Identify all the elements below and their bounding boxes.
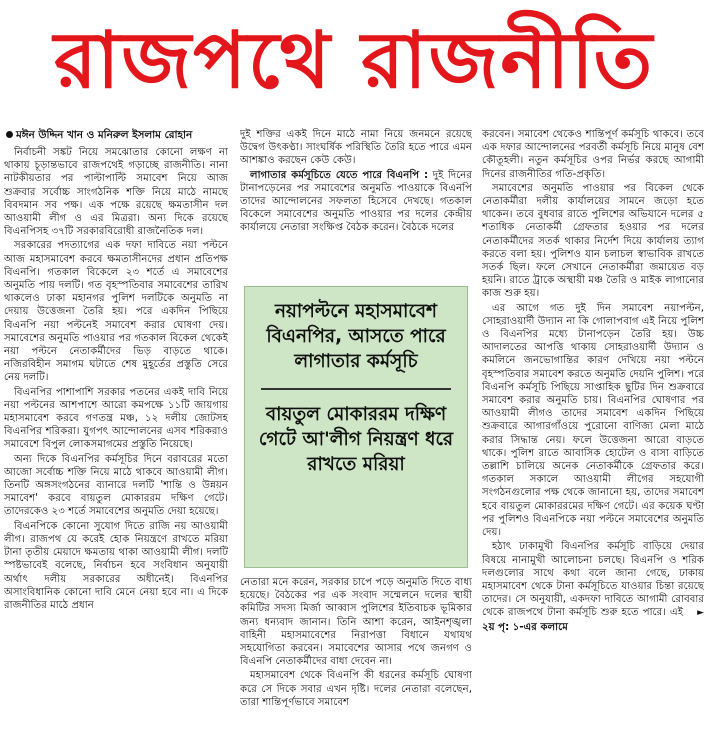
paragraph: এর আগে গত দুই দিন সমাবেশ নয়াপল্টন, সোহরাওয়ার্দী উদ্যান না কি গোলাপবাগ এই নিয়ে পুলিশ ও বিএনপির মধ্যে টানাপড়েন তৈরি হয়। উচ্চ আদালতের আপত্তি থাকায় সোহরাওয়ার্দী উদ্যান ও কমলিনে জনভোগান্তির কারণ দেখিয়ে নয়া পল্টনে বৃহস্পতিবার সমাবেশ করতে অনুমতি দেয়নি পুলিশ। পরে বিএনপি কর্মসূচি পিছিয়ে সাপ্তাহিক ছুটির দিন শুক্রবারে সমাবেশ করার অনুমতি চায়। বিএনপির ঘোষণার পর আওয়ামী লীগও তাদের সমাবেশ একদিন পিছিয়ে শুক্রবারে আগারগাঁওয়ে পুরোনো বাণিজ্য মেলা মাঠে করার সিদ্ধান্ত নেয়। ফলে উত্তেজনা আরো বাড়তে থাকে। পুলিশ রাতে আবাসিক হোটেল ও বাসা বাড়িতে তল্লাশি চালিয়ে অনেক নেতাকর্মীকে গ্রেফতার করে। গতকাল সকালে আওয়ামী লীগের সহযোগী সংগঠনগুলোর পক্ষ থেকে জানানো হয়, তাদের সমাবেশ হবে বায়তুল মোকাররমের দক্ষিণ গেটে। এর কয়েক ঘণ্টা পর পুলিশও বিএনপিকে নয়া পল্টনে সমাবেশের অনুমতি দেয়। — [482, 302, 704, 539]
paragraph: দুই শক্তির একই দিনে মাঠে নামা নিয়ে জনমনে রয়েছে উদ্বেগ উৎকণ্ঠা। সাংঘর্ষিক পরিস্থিতি তৈরি হতে পারে এমন আশঙ্কাও করছেন কেউ কেউ। — [240, 129, 472, 167]
pull-quote-awami-league: বায়তুল মোকাররম দক্ষিণ গেটে আ'লীগ নিয়ন্ত্রণ ধরে রাখতে মরিয়া — [258, 404, 454, 475]
byline: মঈন উদ্দিন খান ও মনিরুল ইসলাম রোহান — [4, 128, 228, 142]
arrow-right-icon: ► — [697, 608, 704, 619]
paragraph: সরকারের পদত্যাগের এক দফা দাবিতে নয়া পল্টনে আজ মহাসমাবেশ করবে ক্ষমতাসীনদের প্রধান প্রতিপক্ষ বিএনপি। গতকাল বিকেলে ২৩ শর্তে এ সমাবেশের অনুমতি পায় দলটি। গত বৃহস্পতিবার সমাবেশের তারিখ থাকলেও ঢাকা মহানগর পুলিশ দলটিকে অনুমতি না দেয়ায় উত্তেজনা তৈরি হয়। পরে একদিন পিছিয়ে বিএনপি নয়া পল্টনেই সমাবেশ করার ঘোষণা দেয়। সমাবেশের অনুমতি পাওয়ার পর গতকাল বিকেল থেকেই নয়া পল্টনে নেতাকর্মীদের ভিড় বাড়তে থাকে। নজিরবিহীন সমাগম ঘটাতে শেষ মুহূর্তের প্রস্তুতি সেরে নেয় দলটি। — [4, 240, 228, 384]
paragraph: করবেন। সমাবেশ থেকেও শান্তিপূর্ণ কর্মসূচি থাকবে। তবে এক দফার আন্দোলনের পরবর্তী কর্মসূচি নিয়ে মানুষ বেশ কৌতূহলী। নতুন কর্মসূচির ওপর নির্ভর করছে আগামী দিনের রাজনীতির গতি-প্রকৃতি। — [482, 129, 704, 180]
paragraph: মহাসমাবেশ থেকে বিএনপি কী ধরনের কর্মসূচি ঘোষণা করে সে দিকে সবার এখন দৃষ্টি। দলের নেতারা বলেছেন, তারা শান্তিপূর্ণভাবে সমাবেশ — [240, 670, 472, 708]
paragraph: নির্বাচনী সঙ্কট নিয়ে সমঝোতার কোনো লক্ষণ না থাকায় চূড়ান্তভাবে রাজপথেই গড়াচ্ছে রাজনীতি। নানা নাটকীয়তার পর পাল্টাপাল্টি সমাবেশ নিয়ে আজ শুক্রবার সর্বোচ্চ সাংগঠনিক শক্তি নিয়ে মাঠে নামছে বিবদমান সব পক্ষ। এক পক্ষে রয়েছে ক্ষমতাসীন দল আওয়ামী লীগ ও এর মিত্ররা। অন্য দিকে রয়েছে বিএনপিসহ ৩৭টি সরকারবিরোধী রাজনৈতিক দল। — [4, 147, 228, 238]
paragraph: নেতারা মনে করেন, সরকার চাপে পড়ে অনুমতি দিতে বাধ্য হয়েছে। বৈঠকের পর এক সংবাদ সম্মেলনে দলের স্থায়ী কমিটির সদস্য মির্জা আব্বাস পুলিশের ইতিবাচক ভূমিকার জন্য ধন্যবাদ জানান। তিনি আশা করেন, আইনশৃঙ্খলা বাহিনী মহাসমাবেশের নিরাপত্তা বিধানে যথাযথ সহযোগিতা করবেন। সমাবেশের আসার পথে জনগণ ও বিএনপি নেতাকর্মীদের বাধা দেবেন না। — [240, 577, 472, 668]
headline: রাজপথে রাজনীতি — [53, 16, 655, 106]
paragraph-with-subhead: লাগাতার কর্মসূচিতে যেতে পারে বিএনপি : দুই দিনের টানাপড়েনের পর সমাবেশের অনুমতি পাওয়াকে বিএনপি তাদের আন্দোলনের সফলতা হিসেবে দেখছে। গতকাল বিকেলে সমাবেশের অনুমতি পাওয়ার পর দলের কেন্দ্রীয় কার্যালয়ে নেতারা সংক্ষিপ্ত বৈঠক করেন। বৈঠকে দলের — [240, 169, 472, 234]
subheading: লাগাতার কর্মসূচিতে যেতে পারে বিএনপি : — [250, 169, 429, 181]
pull-quote-divider — [261, 388, 451, 390]
column-2-bottom — [240, 576, 472, 710]
headline-banner — [0, 6, 708, 116]
bullet-icon — [6, 131, 13, 138]
paragraph: অন্য দিকে বিএনপির কর্মসূচির দিনে বরাবরের মতো আজো সর্বোচ্চ শক্তি নিয়ে মাঠে থাকবে আওয়ামী লীগ। তিনটি অঙ্গসংগঠনের ব্যানারে দলটি 'শান্তি ও উন্নয়ন সমাবেশ' করবে বায়তুল মোকাররম দক্ষিণ গেটে। তাদেরকেও ২৩ শর্তে সমাবেশের অনুমতি দেয়া হয়েছে। — [4, 453, 228, 518]
column-2-top — [240, 128, 472, 236]
paragraph: বিএনপির পাশাপাশি সরকার পতনের একই দাবি নিয়ে নয়া পল্টনের আশপাশে আরো কমপক্ষে ১১টি জায়গায় মহাসমাবেশ করবে গণতন্ত্র মঞ্চ, ১২ দলীয় জোটসহ বিএনপির শরিকরা। যুগপৎ আন্দোলনের এসব শরিকরাও সমাবেশে বিপুল লোকসমাগমের প্রস্তুতি নিয়েছে। — [4, 386, 228, 451]
paragraph: হঠাৎ ঢাকামুখী বিএনপির কর্মসূচি বাড়িয়ে দেয়ার বিষয়ে নানামুখী আলোচনা চলছে। বিএনপি ও শরিক দলগুলোর সাথে কথা বলে জানা গেছে, ঢাকায় মহাসমাবেশ থেকে টানা কর্মসূচিতে যাওয়ার চিন্তা রয়েছে তাদের। সে অনুযায়ী, একদফা দাবিতে আগামী রোববার থেকে রাজপথে টানা কর্মসূচি শুরু হতে পারে। এই ► ২য় পৃ: ১-এর কলামে — [482, 541, 704, 633]
pull-quote-box — [244, 286, 468, 568]
continued-on-marker: ► ২য় পৃ: ১-এর কলামে — [482, 608, 704, 633]
paragraph: বিএনপিকে কোনো সুযোগ দিতে রাজি নয় আওয়ামী লীগ। রাজপথ যে করেই হোক নিয়ন্ত্রণে রাখতে মরিয়া টানা তৃতীয় মেয়াদে ক্ষমতায় থাকা আওয়ামী লীগ। দলটি স্পষ্টভাবেই বলেছে, নির্বাচন হবে সংবিধান অনুযায়ী অর্থাৎ দলীয় সরকারের অধীনেই। বিএনপির অসাংবিধানিক কোনো দাবি মেনে নেয়া হবে না। এ দিকে রাজনীতির মাঠে প্রধান — [4, 520, 228, 611]
article-column-1 — [4, 128, 228, 724]
pull-quote-bnp: নয়াপল্টনে মহাসমাবেশ বিএনপির, আসতে পারে লাগাতার কর্মসূচি — [266, 301, 446, 372]
paragraph: সমাবেশের অনুমতি পাওয়ার পর বিকেল থেকে নেতাকর্মীরা দলীয় কার্যালয়ের সামনে জড়ো হতে থাকেন। তবে বুধবার রাতে পুলিশের অভিযানে দলের ৫ শতাধিক নেতাকর্মী গ্রেফতার হওয়ার পর দলের নেতাকর্মীদের সতর্ক থাকার নির্দেশ দিয়ে কার্যালয় ত্যাগ করতে বলা হয়। পুলিশও যান চলাচল স্বাভাবিক রাখতে সতর্ক ছিল। ফলে সেখানে নেতাকর্মীরা জমায়েত বড় হয়নি। রাতে ট্রাকে অস্থায়ী মঞ্চ তৈরি ও মাইক লাগানোর কাজ শুরু হয়। — [482, 182, 704, 300]
article-column-3 — [482, 128, 704, 724]
